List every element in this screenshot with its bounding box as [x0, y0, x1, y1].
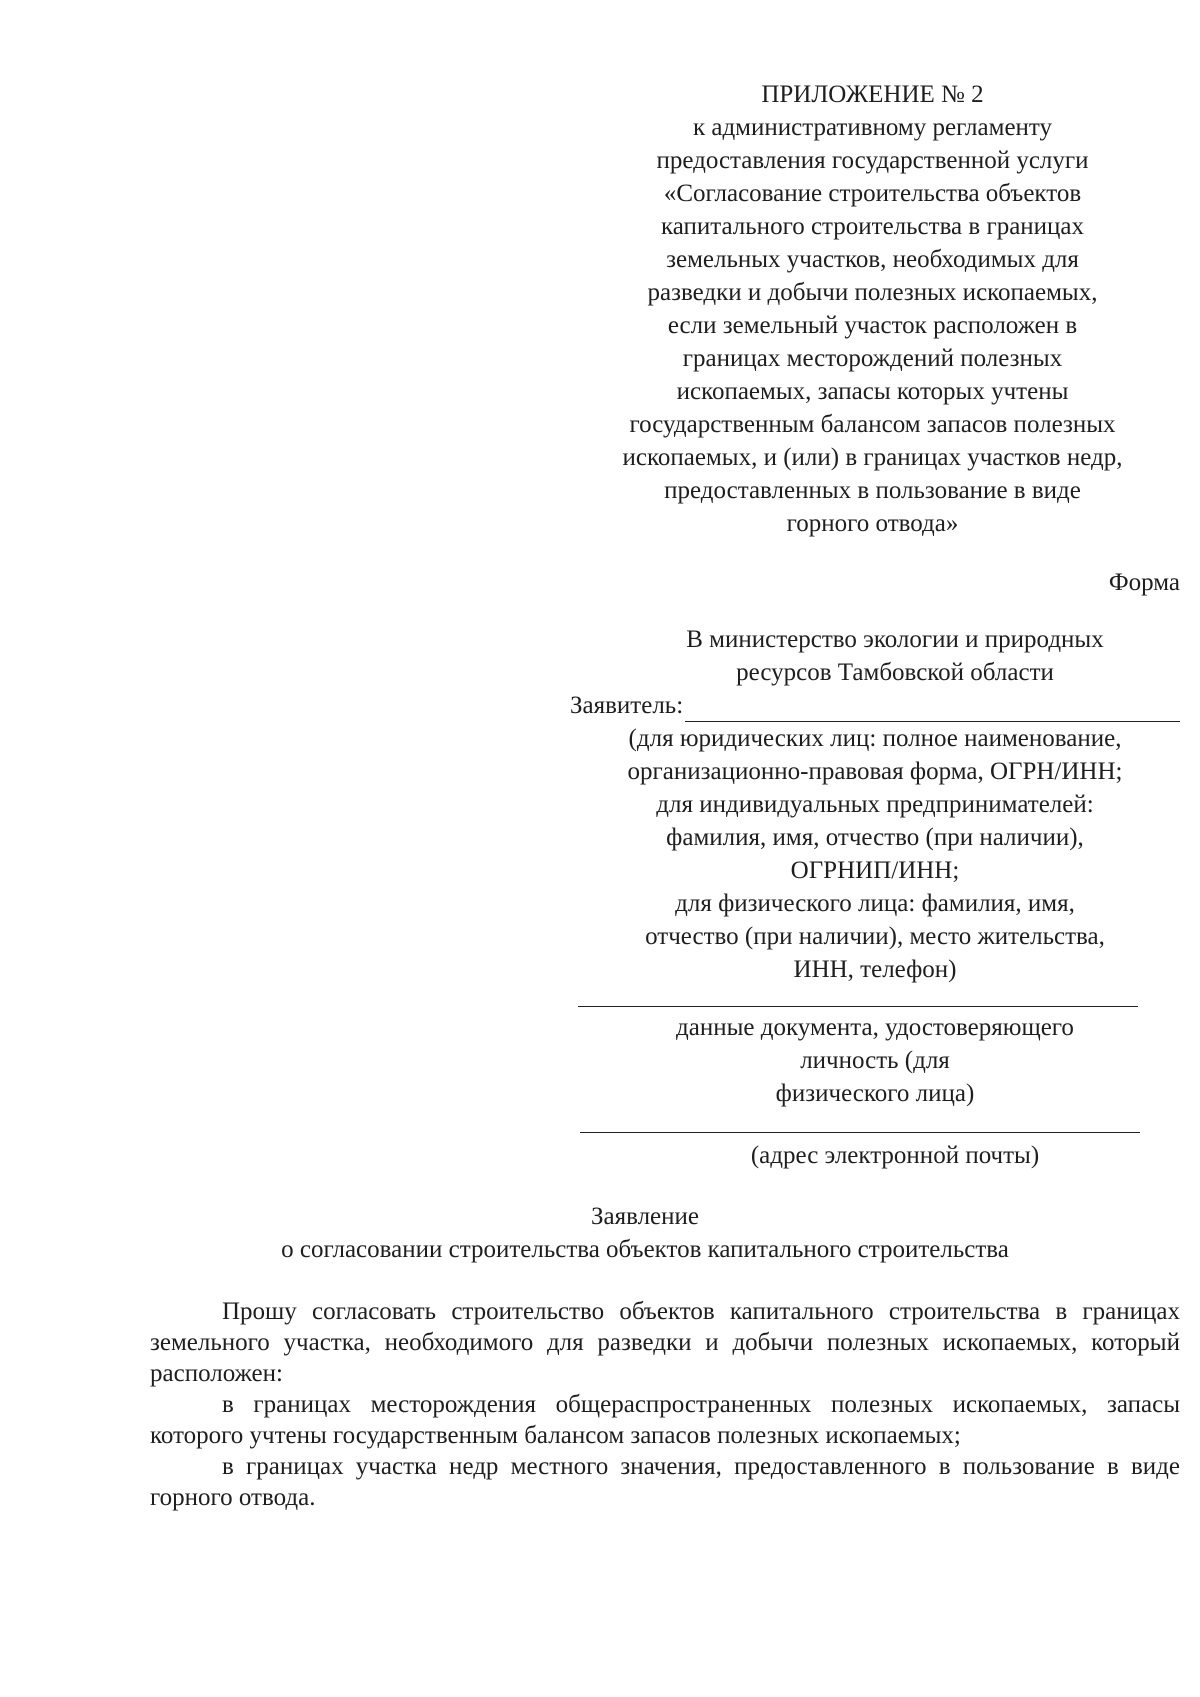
appendix-line: разведки и добычи полезных ископаемых, [647, 279, 1098, 306]
applicant-row [570, 689, 1180, 722]
id-doc-hint-line: данные документа, удостоверяющего [676, 1014, 1074, 1041]
body-paragraph: в границах участка недр местного значения, предоставленного в пользование в виде горного отвода. [150, 1453, 1180, 1511]
appendix-line: ископаемых, и (или) в границах участков недр, [622, 444, 1123, 471]
id-doc-fill-line[interactable] [578, 1006, 1138, 1007]
applicant-hint-line: организационно-правовая форма, ОГРН/ИНН; [627, 758, 1123, 785]
declaration-title: Заявление [590, 1203, 700, 1230]
appendix-line: капитального строительства в границах [660, 213, 1085, 240]
applicant-hint-line: отчество (при наличии), место жительства, [645, 923, 1105, 950]
id-doc-hint [570, 1011, 1180, 1110]
body-paragraph: в границах месторождения общераспространенных полезных ископаемых, запасы которого учтены государственным балансом запасов полезных ископаемых; [150, 1391, 1180, 1449]
form-label: Форма [1108, 569, 1180, 596]
applicant-hint [570, 722, 1180, 986]
applicant-hint-line: ИНН, телефон) [793, 956, 957, 983]
appendix-line: предоставленных в пользование в виде [664, 477, 1081, 504]
appendix-line: если земельный участок расположен в [667, 312, 1078, 339]
id-doc-hint-line: физического лица) [775, 1080, 975, 1107]
appendix-title: ПРИЛОЖЕНИЕ № 2 [761, 81, 984, 108]
addressee-block [570, 623, 1180, 1172]
appendix-line: земельных участков, необходимых для [666, 246, 1079, 273]
appendix-line: предоставления государственной услуги [656, 147, 1089, 174]
addressee-line: ресурсов Тамбовской области [736, 659, 1054, 686]
id-doc-hint-line: личность (для [800, 1047, 950, 1074]
id-doc-fill-wrap [578, 1006, 1180, 1007]
appendix-line: государственным балансом запасов полезных [629, 411, 1116, 438]
applicant-hint-line: для физического лица: фамилия, имя, [675, 890, 1075, 917]
appendix-line: к административному регламенту [692, 114, 1053, 141]
declaration-body [150, 1296, 1180, 1513]
applicant-label: Заявитель: [570, 692, 684, 719]
appendix-line: ископаемых, запасы которых учтены [676, 378, 1069, 405]
body-paragraph: Прошу согласовать строительство объектов капитального строительства в границах земельного участка, необходимого для разведки и добычи полезных ископаемых, который расположен: [150, 1298, 1180, 1387]
applicant-hint-line: для индивидуальных предпринимателей: [656, 791, 1094, 818]
email-hint: (адрес электронной почты) [750, 1142, 1040, 1169]
appendix-line: границах месторождений полезных [682, 345, 1063, 372]
appendix-header [600, 78, 1145, 540]
email-fill-wrap [580, 1132, 1180, 1133]
appendix-line: «Согласование строительства объектов [663, 180, 1082, 207]
applicant-hint-line: ОГРНИП/ИНН; [790, 857, 960, 884]
appendix-line: горного отвода» [786, 510, 959, 537]
applicant-hint-line: (для юридических лиц: полное наименование, [628, 725, 1122, 752]
applicant-fill-line[interactable] [685, 693, 1180, 722]
declaration-heading [0, 1200, 1200, 1266]
applicant-hint-line: фамилия, имя, отчество (при наличии), [666, 824, 1084, 851]
addressee-line: В министерство экологии и природных [686, 626, 1104, 653]
declaration-subtitle: о согласовании строительства объектов капитального строительства [281, 1236, 1009, 1263]
email-fill-line[interactable] [580, 1132, 1140, 1133]
